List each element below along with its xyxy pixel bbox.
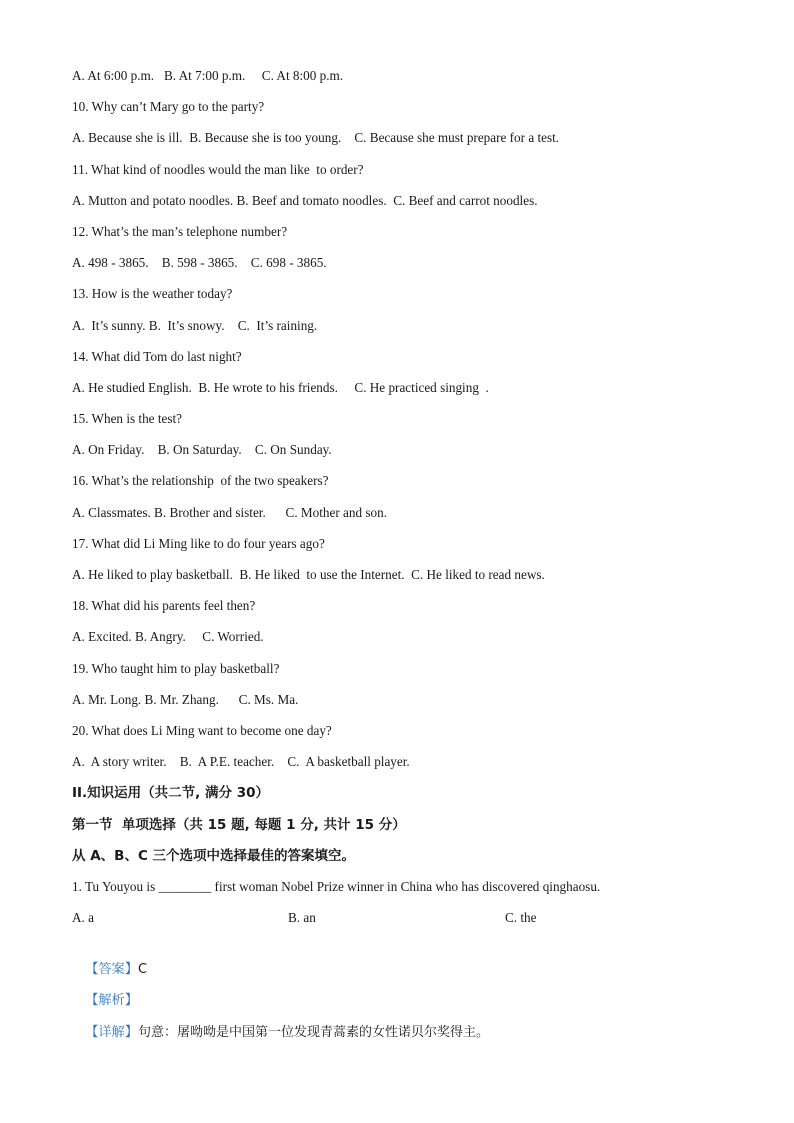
q10-question: 10. Why can’t Mary go to the party? bbox=[72, 99, 265, 115]
option-b: B. an bbox=[288, 910, 316, 926]
q19-question: 19. Who taught him to play basketball? bbox=[72, 660, 280, 676]
q18-question: 18. What did his parents feel then? bbox=[72, 598, 256, 614]
q17-options: A. He liked to play basketball. B. He liked to use the Internet. C. He liked to read news. bbox=[72, 567, 545, 582]
q11-question: 11. What kind of noodles would the man like to order? bbox=[72, 161, 364, 177]
question-1-options bbox=[72, 908, 732, 939]
option-a: A. a bbox=[72, 910, 94, 926]
analysis-label: 【解析】 bbox=[85, 993, 138, 1009]
analysis-line bbox=[72, 970, 732, 1009]
q16-options: A. Classmates. B. Brother and sister. C. Mother and son. bbox=[72, 504, 388, 520]
q12-options: A. 498 - 3865. B. 598 - 3865. C. 698 - 3865. bbox=[72, 255, 327, 271]
q17-question: 17. What did Li Ming like to do four years ago? bbox=[72, 535, 325, 551]
answer-line bbox=[72, 939, 732, 978]
answer-value: C bbox=[137, 962, 148, 978]
q9-options: A. At 6:00 p.m. B. At 7:00 p.m. C. At 8:00 p.m. bbox=[72, 68, 344, 83]
instruction: 从 A、B、C 三个选项中选择最佳的答案填空。 bbox=[72, 847, 356, 864]
option-c: C. the bbox=[505, 910, 537, 926]
q20-options: A. A story writer. B. A P.E. teacher. C. A basketball player. bbox=[72, 754, 410, 770]
q20-question: 20. What does Li Ming want to become one day? bbox=[72, 722, 332, 738]
q11-options: A. Mutton and potato noodles. B. Beef and tomato noodles. C. Beef and carrot noodles. bbox=[72, 192, 538, 208]
q15-options: A. On Friday. B. On Saturday. C. On Sunday. bbox=[72, 442, 332, 458]
q12-question: 12. What’s the man’s telephone number? bbox=[72, 223, 288, 239]
q19-options: A. Mr. Long. B. Mr. Zhang. C. Ms. Ma. bbox=[72, 691, 299, 707]
detail-text: 句意：屠呦呦是中国第一位发现青蒿素的女性诺贝尔奖得主。 bbox=[137, 1024, 489, 1040]
question-1-stem: 1. Tu Youyou is ________ first woman Nobel Prize winner in China who has discovered qinghaosu. bbox=[72, 878, 601, 894]
detail-line bbox=[72, 1002, 732, 1040]
subsection-heading: 第一节 单项选择（共 15 题, 每题 1 分, 共计 15 分） bbox=[72, 816, 406, 833]
q13-options: A. It’s sunny. B. It’s snowy. C. It’s raining. bbox=[72, 317, 318, 333]
detail-label: 【详解】 bbox=[85, 1024, 138, 1040]
document-page bbox=[72, 66, 732, 1040]
q10-options: A. Because she is ill. B. Because she is too young. C. Because she must prepare for a test. bbox=[72, 130, 560, 146]
q14-options: A. He studied English. B. He wrote to his friends. C. He practiced singing . bbox=[72, 379, 489, 395]
q13-question: 13. How is the weather today? bbox=[72, 286, 233, 302]
section-heading: II.知识运用（共二节, 满分 30） bbox=[72, 785, 269, 802]
answer-label: 【答案】 bbox=[85, 962, 138, 978]
q18-options: A. Excited. B. Angry. C. Worried. bbox=[72, 629, 264, 645]
q15-question: 15. When is the test? bbox=[72, 411, 182, 427]
q16-question: 16. What’s the relationship of the two speakers? bbox=[72, 473, 329, 489]
q14-question: 14. What did Tom do last night? bbox=[72, 348, 242, 364]
